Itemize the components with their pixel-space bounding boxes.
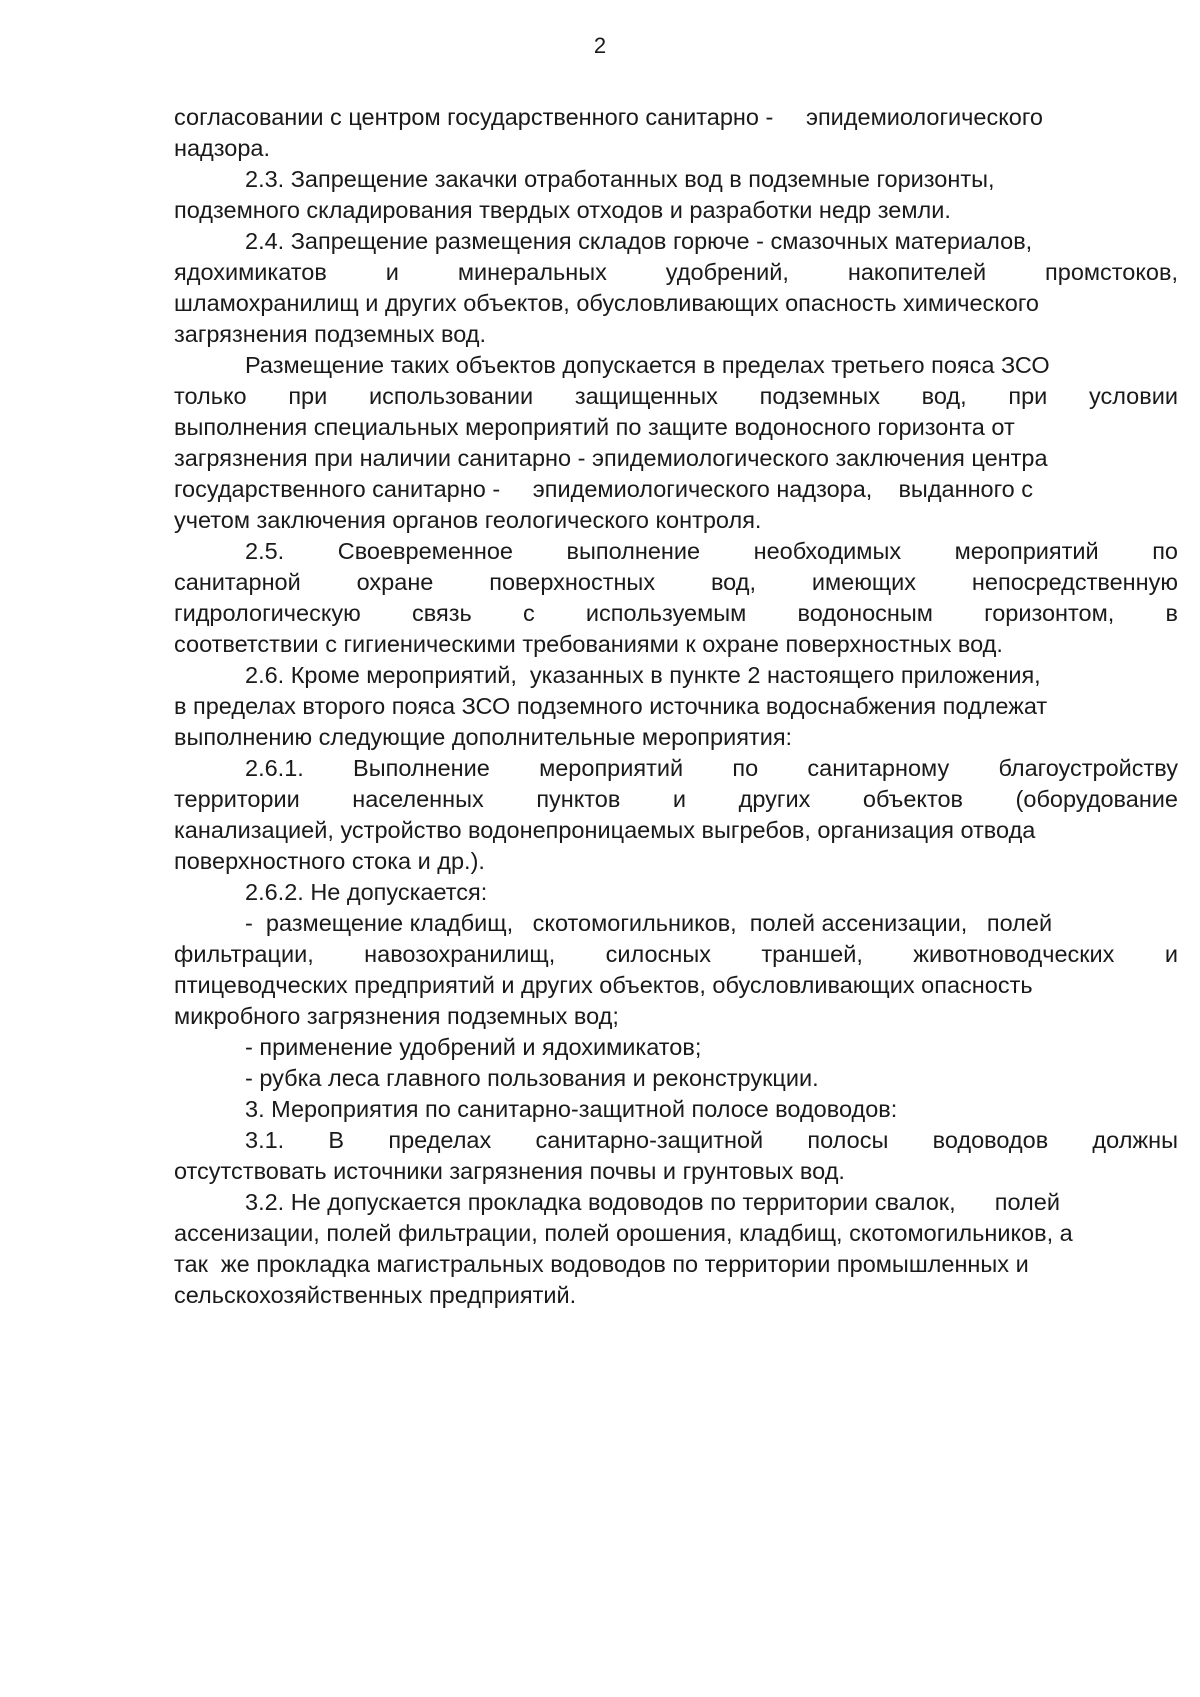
text-line: только при использовании защищенных подземных вод, при условии [174, 383, 1178, 409]
text-line: 2.6. Кроме мероприятий, указанных в пункте 2 настоящего приложения, [245, 662, 1041, 688]
text-line: 2.6.2. Не допускается: [245, 879, 488, 905]
text-line: - применение удобрений и ядохимикатов; [245, 1034, 702, 1060]
text-line: выполнения специальных мероприятий по защите водоносного горизонта от [174, 414, 1015, 440]
page-number: 2 [593, 33, 607, 58]
text-line: ассенизации, полей фильтрации, полей орошения, кладбищ, скотомогильников, а [174, 1220, 1073, 1246]
text-line: шламохранилищ и других объектов, обусловливающих опасность химического [174, 290, 1040, 316]
text-line: 3.1. В пределах санитарно-защитной полосы водоводов должны [245, 1127, 1178, 1153]
text-line: санитарной охране поверхностных вод, имеющих непосредственную [174, 569, 1178, 595]
text-line: загрязнения при наличии санитарно - эпидемиологического заключения центра [174, 445, 1048, 471]
text-line: государственного санитарно - эпидемиологического надзора, выданного с [174, 476, 1034, 502]
text-line: гидрологическую связь с используемым водоносным горизонтом, в [174, 600, 1178, 626]
text-line: 2.6.1. Выполнение мероприятий по санитарному благоустройству [245, 755, 1178, 781]
text-line: так же прокладка магистральных водоводов по территории промышленных и [174, 1251, 1029, 1277]
text-line: 3. Мероприятия по санитарно-защитной полосе водоводов: [245, 1096, 898, 1122]
text-line: в пределах второго пояса ЗСО подземного источника водоснабжения подлежат [174, 693, 1048, 719]
text-line: 2.3. Запрещение закачки отработанных вод в подземные горизонты, [245, 166, 995, 192]
text-line: выполнению следующие дополнительные мероприятия: [174, 724, 793, 750]
text-line: - рубка леса главного пользования и реконструкции. [245, 1065, 819, 1091]
text-line: 2.4. Запрещение размещения складов горюче - смазочных материалов, [245, 228, 1033, 254]
text-line: согласовании с центром государственного санитарно - эпидемиологического [174, 104, 1043, 130]
text-line: Размещение таких объектов допускается в пределах третьего пояса ЗСО [245, 352, 1050, 378]
document-body [174, 102, 1178, 1311]
text-line: микробного загрязнения подземных вод; [174, 1003, 619, 1029]
text-line: поверхностного стока и др.). [174, 848, 485, 874]
text-line: отсутствовать источники загрязнения почвы и грунтовых вод. [174, 1158, 845, 1184]
text-line: подземного складирования твердых отходов и разработки недр земли. [174, 197, 951, 223]
text-line: 2.5. Своевременное выполнение необходимых мероприятий по [245, 538, 1178, 564]
text-line: птицеводческих предприятий и других объектов, обусловливающих опасность [174, 972, 1033, 998]
text-line: территории населенных пунктов и других объектов (оборудование [174, 786, 1178, 812]
text-line: 3.2. Не допускается прокладка водоводов по территории свалок, полей [245, 1189, 1060, 1215]
text-line: соответствии с гигиеническими требованиями к охране поверхностных вод. [174, 631, 1003, 657]
text-line: надзора. [174, 135, 271, 161]
text-line: фильтрации, навозохранилищ, силосных траншей, животноводческих и [174, 941, 1178, 967]
text-line: - размещение кладбищ, скотомогильников, полей ассенизации, полей [245, 910, 1053, 936]
text-line: загрязнения подземных вод. [174, 321, 487, 347]
text-line: сельскохозяйственных предприятий. [174, 1282, 577, 1308]
text-line: учетом заключения органов геологического контроля. [174, 507, 762, 533]
text-line: канализацией, устройство водонепроницаемых выгребов, организация отвода [174, 817, 1036, 843]
text-line: ядохимикатов и минеральных удобрений, накопителей промстоков, [174, 259, 1178, 285]
